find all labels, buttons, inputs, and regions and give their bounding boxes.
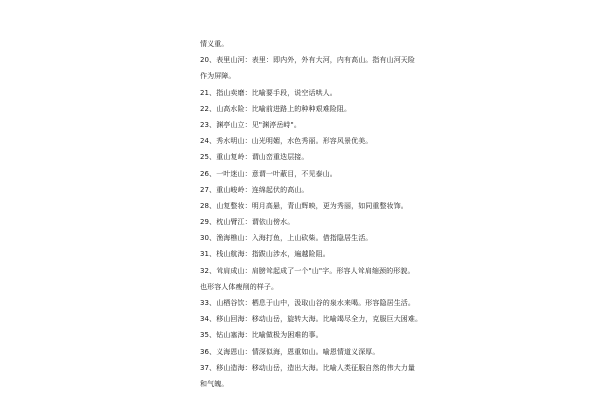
idiom-entry-27: 27、重山峻岭：连绵起伏的高山。 xyxy=(200,185,309,194)
idiom-entry-37: 37、移山造海：移动山岳，造出大海。比喻人类征服自然的伟大力量 xyxy=(200,363,416,372)
text-line: 情义重。 xyxy=(200,40,229,48)
text-line: 也形容人体瘦削的样子。 xyxy=(200,282,279,291)
idiom-entry-34: 34、移山回海：移动山岳，旋转大海。比喻竭尽全力，克服巨大困难。 xyxy=(200,315,423,324)
idiom-entry-25: 25、重山复岭：谓山峦重迭层接。 xyxy=(200,153,309,162)
idiom-entry-24: 24、秀水明山：山光明媚，水色秀丽。形容风景优美。 xyxy=(200,137,373,146)
idiom-entry-32: 32、耸肩成山：肩膀耸起成了一个"山"字。形容人耸肩缩颈的形貌。 xyxy=(200,266,415,275)
idiom-entry-22: 22、山高水险：比喻前进路上的种种艰难险阻。 xyxy=(200,104,352,113)
idiom-entry-23: 23、渊亭山立：见"渊渟岳峙"。 xyxy=(200,120,301,129)
idiom-entry-29: 29、枕山臂江：谓依山傍水。 xyxy=(200,218,295,227)
text-line: 作为屏障。 xyxy=(200,72,236,81)
idiom-entry-30: 30、渔海樵山：入海打鱼，上山砍柴。借指隐居生活。 xyxy=(200,234,373,243)
idiom-entry-35: 35、钻山塞海：比喻做极为困难的事。 xyxy=(200,331,323,340)
text-line: 和气魄。 xyxy=(200,379,229,388)
idiom-entry-20: 20、表里山河：表里：即内外，外有大河，内有高山。指有山河天险 xyxy=(200,56,416,65)
idiom-entry-26: 26、一叶迷山：意谓一叶蔽目，不见泰山。 xyxy=(200,169,337,178)
idiom-entry-21: 21、指山卖磨：比喻要手段，说空话哄人。 xyxy=(200,88,337,97)
idiom-entry-28: 28、山复整妆：明月高悬，青山辉映，更为秀丽，如同重整妆饰。 xyxy=(200,201,408,210)
idiom-entry-33: 33、山栖谷饮：栖息于山中，汲取山谷的泉水来喝。形容隐居生活。 xyxy=(200,299,416,307)
idiom-entry-36: 36、义海恩山：情深似海，恩重如山。喻恩情道义深厚。 xyxy=(200,347,380,356)
idiom-entry-31: 31、栈山航海：指跋山涉水，遍越险阻。 xyxy=(200,250,330,259)
